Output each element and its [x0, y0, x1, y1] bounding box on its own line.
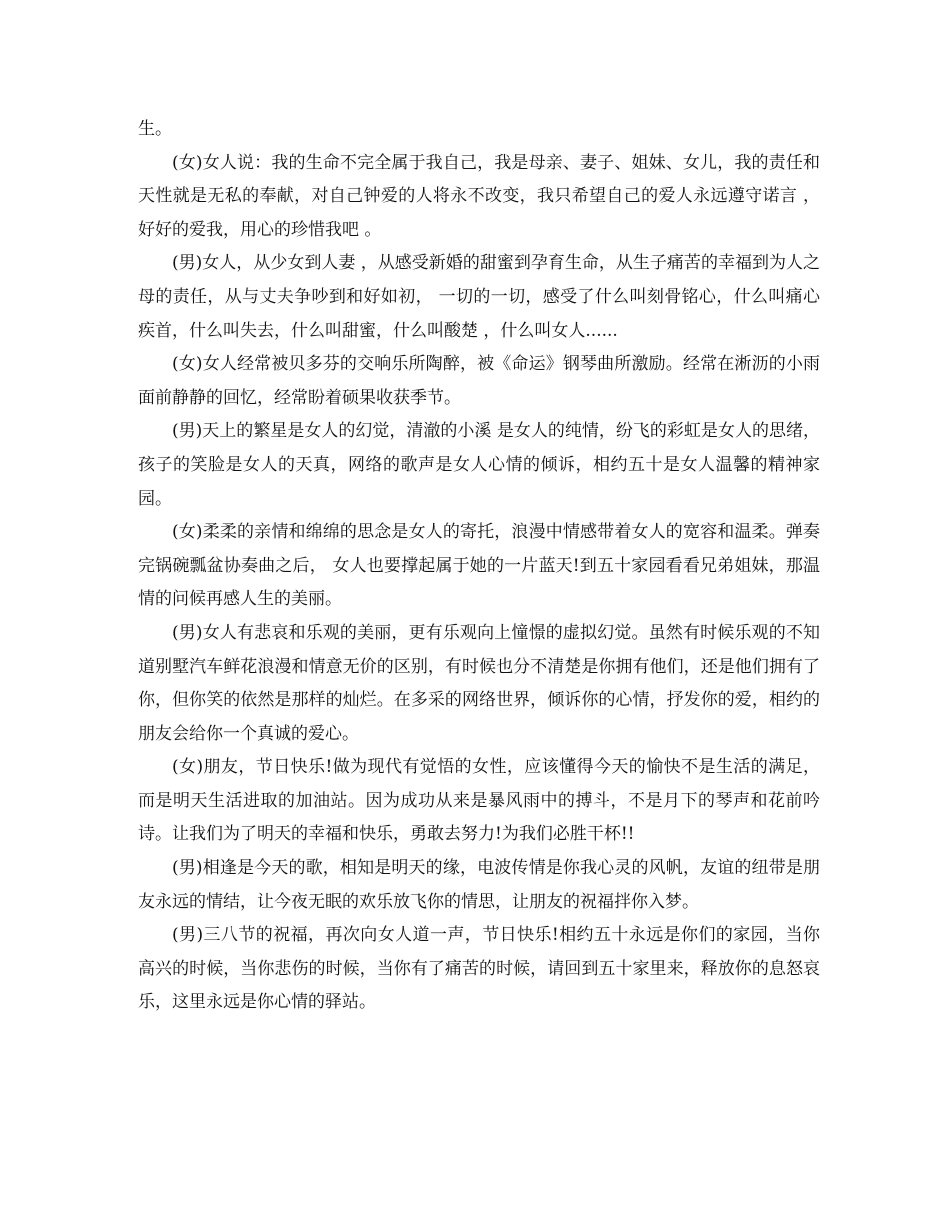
paragraph-5: (男)天上的繁星是女人的幻觉，清澈的小溪 是女人的纯情，纷飞的彩虹是女人的思绪，孩子的笑脸是女人的天真，网络的歌声是女人心情的倾诉，相约五十是女人温馨的精神家园。: [138, 421, 820, 509]
paragraph-3: (男)女人，从少女到人妻 ，从感受新婚的甜蜜到孕育生命，从生子痛苦的幸福到为人之母的责任，从与丈夫争吵到和好如初， 一切的一切，感受了什么叫刻骨铭心，什么叫痛心疾首，什么叫失去，什么叫甜蜜，什么叫酸楚 ，什么叫女人......: [138, 253, 820, 341]
paragraph-8: (女)朋友，节日快乐!做为现代有觉悟的女性，应该懂得今天的愉快不是生活的满足，而是明天生活进取的加油站。因为成功从来是暴风雨中的搏斗，不是月下的琴声和花前吟诗。让我们为了明天的幸福和快乐，勇敢去努力!为我们必胜干杯!!: [138, 757, 820, 845]
paragraph-6: (女)柔柔的亲情和绵绵的思念是女人的寄托，浪漫中情感带着女人的宽容和温柔。弹奏完锅碗瓢盆协奏曲之后， 女人也要撑起属于她的一片蓝天!到五十家园看看兄弟姐妹，那温情的问候再感人生的美丽。: [138, 522, 820, 610]
document-body: [138, 113, 820, 1020]
paragraph-1: 生。: [138, 119, 172, 139]
paragraph-10: (男)三八节的祝福，再次向女人道一声，节日快乐!相约五十永远是你们的家园，当你高兴的时候，当你悲伤的时候，当你有了痛苦的时候，请回到五十家里来，释放你的息怒哀乐，这里永远是你心情的驿站。: [138, 925, 820, 1013]
paragraph-2: (女)女人说：我的生命不完全属于我自己，我是母亲、妻子、姐妹、女儿，我的责任和天性就是无私的奉献，对自己钟爱的人将永不改变，我只希望自己的爱人永远遵守诺言 ，好好的爱我，用心的珍惜我吧 。: [138, 152, 820, 240]
paragraph-7: (男)女人有悲哀和乐观的美丽，更有乐观向上憧憬的虚拟幻觉。虽然有时候乐观的不知道别墅汽车鲜花浪漫和情意无价的区别，有时候也分不清楚是你拥有他们，还是他们拥有了你，但你笑的依然是那样的灿烂。在多采的网络世界，倾诉你的心情，抒发你的爱，相约的朋友会给你一个真诚的爱心。: [138, 622, 820, 744]
paragraph-9: (男)相逢是今天的歌，相知是明天的缘，电波传情是你我心灵的风帆，友谊的纽带是朋友永远的情结，让今夜无眠的欢乐放飞你的情思，让朋友的祝福拌你入梦。: [138, 858, 820, 912]
paragraph-4: (女)女人经常被贝多芬的交响乐所陶醉，被《命运》钢琴曲所激励。经常在淅沥的小雨面前静静的回忆，经常盼着硕果收获季节。: [138, 354, 820, 408]
